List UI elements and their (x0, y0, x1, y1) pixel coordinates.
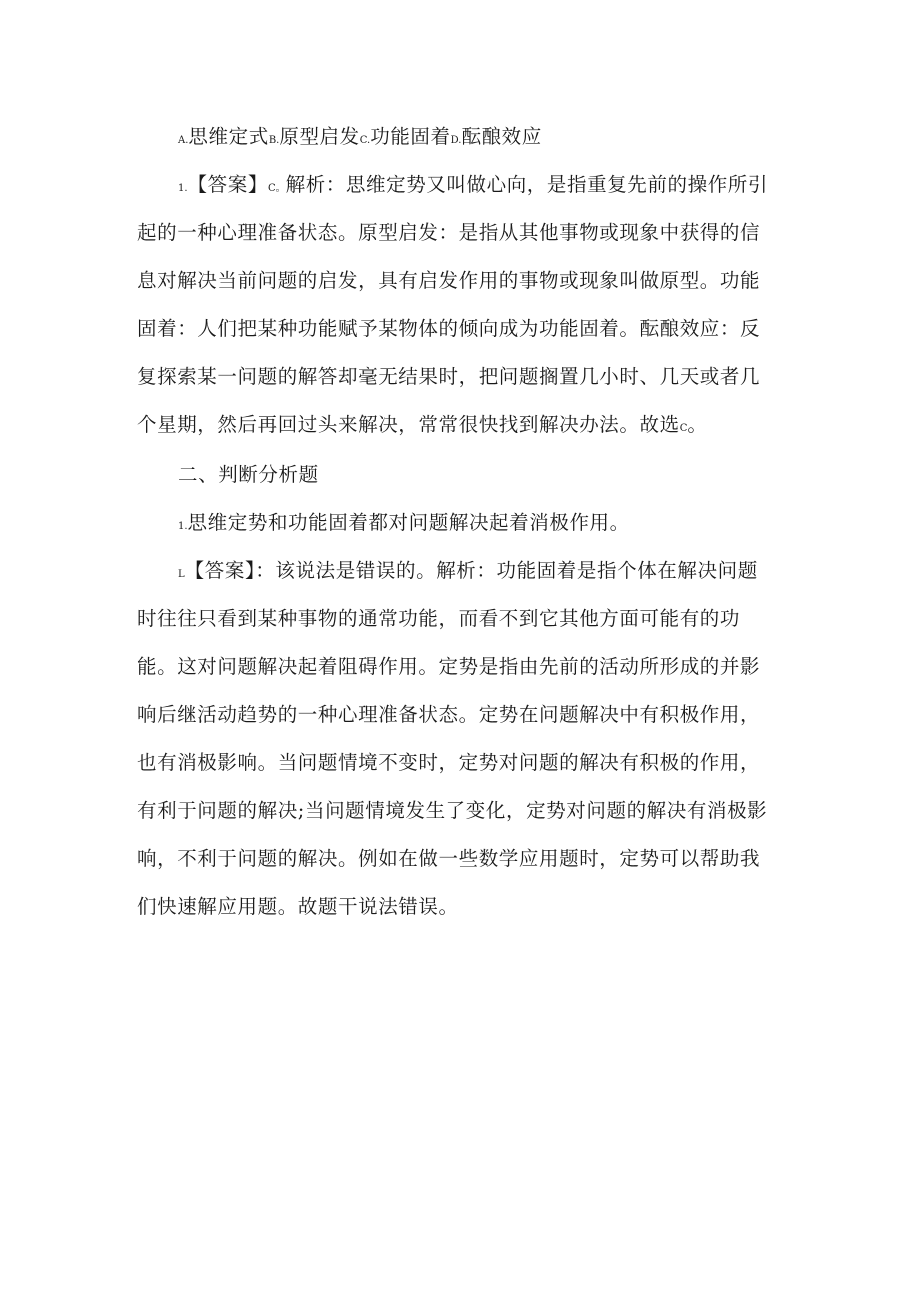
option-b-text: 原型启发 (279, 125, 360, 148)
answer-1-last-end: 。 (687, 413, 708, 436)
answer-1-label: 【答案】 (187, 173, 268, 196)
answer-1-line: 解析：思维定势又叫做心向，是指重复先前的操作所引 (285, 173, 769, 196)
answer-1-line: 息对解决当前问题的启发，具有启发作用的事物或现象叫做原型。功能 (137, 269, 761, 292)
question-options (178, 124, 778, 154)
answer-2-line: 也有消极影响。当问题情境不变时，定势对问题的解决有积极的作用， (137, 751, 761, 774)
option-a-text: 思维定式 (188, 125, 269, 148)
option-c-marker: C. (359, 135, 371, 146)
answer-1-line: 固着：人们把某种功能赋予某物体的倾向成为功能固着。酝酿效应：反 (137, 317, 761, 340)
answer-1-number: 1. (178, 183, 188, 194)
question-2 (178, 510, 778, 540)
question-2-number: 1. (178, 521, 188, 532)
option-d-text: 酝酿效应 (461, 125, 542, 148)
answer-1-last-text: 个星期，然后再回过头来解决，常常很快找到解决办法。故选 (137, 413, 680, 436)
option-a-marker: A. (178, 135, 189, 146)
answer-2-label: 【答案】：该说法是错误的。解析：功能固着是指个体在解决问题 (184, 559, 758, 582)
answer-2-first-line (178, 558, 778, 588)
answer-2-line: 能。这对问题解决起着阻碍作用。定势是指由先前的活动所形成的并影 (137, 655, 761, 678)
option-d-marker: D. (450, 135, 462, 146)
answer-2-line: 有利于问题的解决;当问题情境发生了变化，定势对问题的解决有消极影 (137, 799, 768, 822)
answer-2-line: 响后继活动趋势的一种心理准备状态。定势在问题解决中有积极作用， (137, 703, 761, 726)
question-2-text: 思维定势和功能固着都对问题解决起着消极作用。 (187, 511, 630, 534)
answer-2-line: 响，不利于问题的解决。例如在做一些数学应用题时，定势可以帮助我 (137, 847, 761, 870)
answer-1-line: 起的一种心理准备状态。原型启发：是指从其他事物或现象中获得的信 (137, 221, 761, 244)
option-c-text: 功能固着 (370, 125, 451, 148)
answer-1-choice: C。 (267, 183, 286, 194)
answer-1-line: 复探索某一问题的解答却毫无结果时，把问题搁置几小时、几天或者几 (137, 365, 761, 388)
section-heading: 二、判断分析题 (178, 463, 319, 486)
answer-1-last-choice: C (679, 423, 688, 434)
answer-2-line: 们快速解应用题。故题干说法错误。 (137, 895, 459, 918)
answer-2-number: L (178, 569, 185, 580)
option-b-marker: B. (268, 135, 280, 146)
answer-1-last-line (137, 412, 777, 442)
answer-1-first-line (178, 172, 778, 202)
answer-2-line: 时往往只看到某种事物的通常功能，而看不到它其他方面可能有的功 (137, 607, 741, 630)
